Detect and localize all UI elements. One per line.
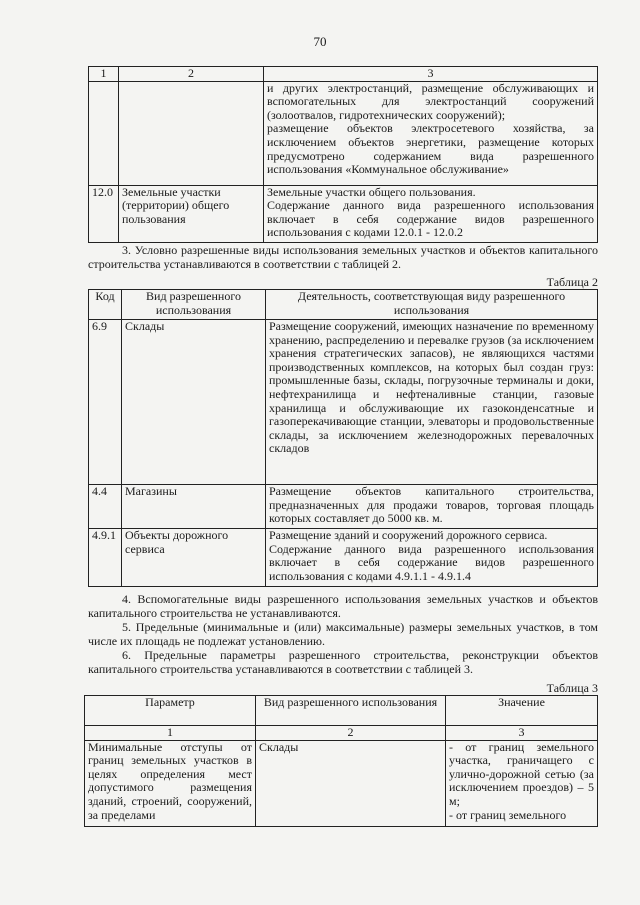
table-row [89, 320, 598, 485]
table-2-header-code: Код [89, 290, 122, 320]
description-line: Содержание данного вида разрешенного использования включает в себя содержание видов разрешенного использования с кодами 12.0.1 - 12.0.2 [267, 198, 594, 240]
paragraph-4 [88, 593, 598, 621]
row-code: 12.0 [89, 185, 119, 242]
table-row [85, 740, 598, 826]
paragraph-5 [88, 621, 598, 649]
row-name: Склады [122, 320, 266, 485]
table-2-caption: Таблица 2 [546, 275, 598, 289]
page-number: 70 [313, 34, 327, 49]
table-1 [88, 66, 598, 243]
value-line: - от границ земельного участка, граничащего с улично-дорожной сетью (за исключением проездов) – 5 м; [449, 739, 594, 808]
table-3-caption: Таблица 3 [546, 681, 598, 695]
table-1-header-row [89, 67, 598, 82]
row-code: 4.9.1 [89, 529, 122, 587]
table-3-number-row [85, 726, 598, 741]
description-line: размещение объектов электросетевого хозяйства, за исключением объектов энергетики, размещение которых предусмотрено содержанием вида разрешенного использования «Коммунальное обслуживание» [267, 121, 594, 177]
table-1-header-2: 2 [119, 67, 264, 82]
row-description [266, 529, 598, 587]
table-3-header-row [85, 696, 598, 726]
row-name: Объекты дорожного сервиса [122, 529, 266, 587]
paragraph-text: 5. Предельные (минимальные и (или) максимальные) размеры земельных участков, в том числе их площадь не подлежат установлению. [88, 620, 598, 648]
table-3 [84, 695, 598, 827]
row-description [264, 81, 598, 185]
description-line: Размещение сооружений, имеющих назначение по временному хранению, распределению и перевалке грузов (за исключением хранения стратегических запасов), не являющихся частями производственных комплексов, на которых был создан груз: промышленные базы, склады, погрузочные терминалы и доки, нефтехранилища и нефтеналивные станции, газовые хранилища и обслуживающие их газоконденсатные и газоперекачивающие станции, элеваторы и продовольственные склады, за исключением железнодорожных перевалочных складов [269, 319, 594, 456]
paragraph-6 [88, 649, 598, 677]
table-2-header-row [89, 290, 598, 320]
row-description [264, 185, 598, 242]
row-name: Магазины [122, 485, 266, 529]
table-row [89, 81, 598, 185]
paragraph-text: 3. Условно разрешенные виды использования земельных участков и объектов капитального строительства устанавливаются в соответствии с таблицей 2. [88, 243, 598, 271]
row-parameter: Минимальные отступы от границ земельных участков в целях определения мест допустимого размещения зданий, строений, сооружений, за пределами [85, 740, 256, 826]
table-3-num-2: 2 [256, 726, 446, 741]
table-3-header-param: Параметр [85, 696, 256, 726]
table-row [89, 485, 598, 529]
row-description [266, 485, 598, 529]
description-line: Размещение объектов капитального строительства, предназначенных для продажи товаров, торговая площадь которых составляет до 5000 кв. м. [269, 484, 594, 526]
table-3-num-3: 3 [446, 726, 598, 741]
row-value [446, 740, 598, 826]
table-2 [88, 289, 598, 587]
table-3-num-1: 1 [85, 726, 256, 741]
description-line: и других электростанций, размещение обслуживающих и вспомогательных для электростанций сооружений (золоотвалов, гидротехнических сооружений); [267, 80, 594, 122]
table-1-header-3: 3 [264, 67, 598, 82]
paragraph-3 [88, 244, 598, 272]
description-line: Размещение зданий и сооружений дорожного сервиса. [269, 528, 548, 542]
table-3-header-value: Значение [446, 696, 598, 726]
table-3-header-use: Вид разрешенного использования [256, 696, 446, 726]
paragraph-text: 4. Вспомогательные виды разрешенного использования земельных участков и объектов капитального строительства не устанавливаются. [88, 592, 598, 620]
table-row [89, 185, 598, 242]
row-name: Земельные участки (территории) общего пользования [119, 185, 264, 242]
table-2-header-activity: Деятельность, соответствующая виду разрешенного использования [266, 290, 598, 320]
row-use: Склады [256, 740, 446, 826]
row-code [89, 81, 119, 185]
row-code: 4.4 [89, 485, 122, 529]
table-2-header-use: Вид разрешенного использования [122, 290, 266, 320]
row-code: 6.9 [89, 320, 122, 485]
row-name [119, 81, 264, 185]
value-line: - от границ земельного [449, 807, 567, 822]
paragraph-text: 6. Предельные параметры разрешенного строительства, реконструкции объектов капитального строительства устанавливаются в соответствии с таблицей 3. [88, 648, 598, 676]
table-1-header-1: 1 [89, 67, 119, 82]
description-line: Содержание данного вида разрешенного использования включает в себя содержание видов разрешенного использования с кодами 4.9.1.1 - 4.9.1.4 [269, 541, 594, 583]
description-line: Земельные участки общего пользования. [267, 184, 476, 199]
table-row [89, 529, 598, 587]
row-description [266, 320, 598, 485]
